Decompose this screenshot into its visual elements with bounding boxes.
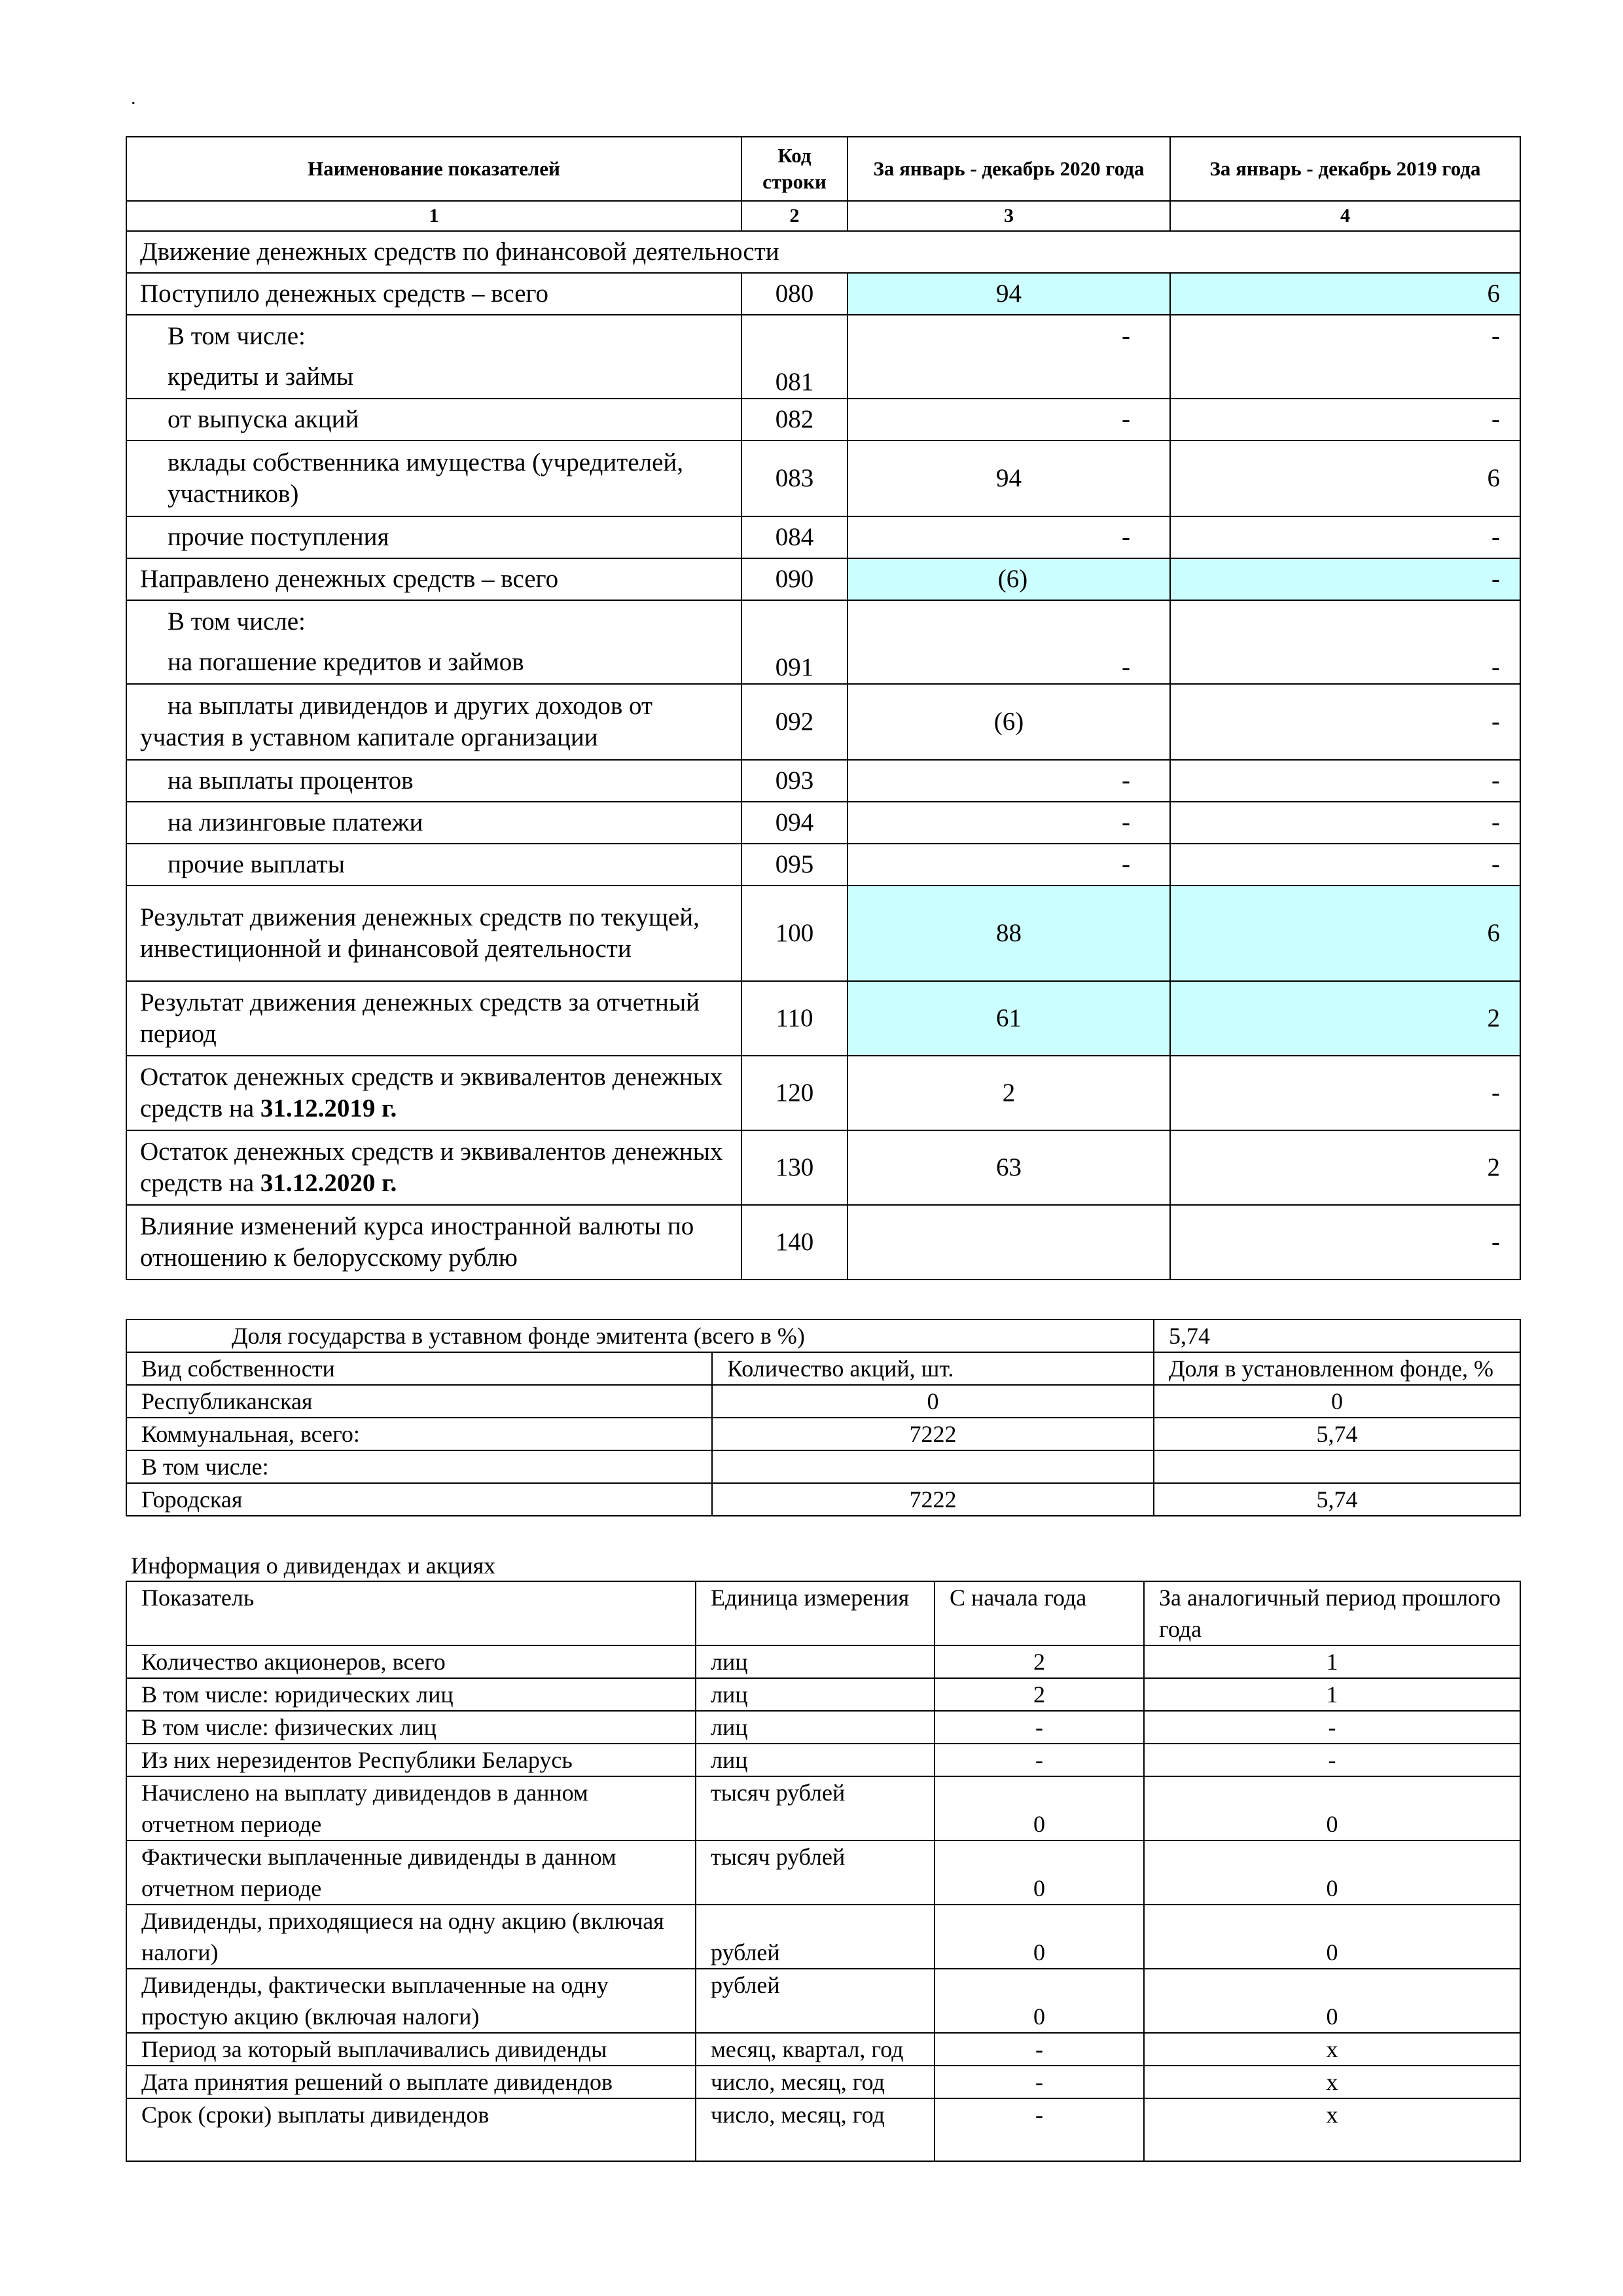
prev-value: х (1144, 2033, 1520, 2066)
ytd-value: - (935, 2033, 1144, 2066)
value-2020 (847, 1205, 1170, 1280)
value-2019: - (1170, 1056, 1520, 1130)
value-2020: - (847, 600, 1170, 684)
row-code: 090 (741, 558, 847, 600)
state-share-table (126, 1319, 1521, 1516)
value-2020: 61 (847, 981, 1170, 1056)
value-2019: - (1170, 399, 1520, 440)
prev-value: 1 (1144, 1678, 1520, 1711)
row-name: Поступило денежных средств – всего (126, 273, 741, 315)
value-2020: 63 (847, 1130, 1170, 1205)
row-name: Остаток денежных средств и эквивалентов денежных средств на 31.12.2019 г. (126, 1056, 741, 1130)
table-row (126, 1840, 1520, 1905)
row-name-line2: кредиты и займы (168, 363, 354, 391)
row-name: Результат движения денежных средств по текущей, инвестиционной и финансовой деятельности (126, 886, 741, 981)
row-name: Остаток денежных средств и эквивалентов денежных средств на 31.12.2020 г. (126, 1130, 741, 1205)
row-name: на выплаты дивидендов и других доходов от участия в уставном капитале организации (126, 684, 741, 760)
header-period-2019: За январь - декабрь 2019 года (1170, 137, 1520, 201)
unit: рублей (696, 1905, 935, 1969)
header-ytd: С начала года (935, 1581, 1144, 1645)
table-row (126, 1205, 1520, 1280)
row-code: 140 (741, 1205, 847, 1280)
row-name (126, 315, 741, 399)
header-indicator: Показатель (126, 1581, 696, 1645)
row-code: 082 (741, 399, 847, 440)
shares-count: 7222 (712, 1418, 1154, 1450)
row-code: 095 (741, 844, 847, 886)
table-header-row (126, 1581, 1520, 1645)
table-row (126, 558, 1520, 600)
page-mark: . (131, 87, 136, 109)
value-2019: - (1170, 760, 1520, 802)
ytd-value: - (935, 2098, 1144, 2161)
table-row (126, 1056, 1520, 1130)
row-code: 093 (741, 760, 847, 802)
value-2019: - (1170, 315, 1520, 399)
row-name-line1: В том числе: (168, 322, 306, 350)
row-name: Результат движения денежных средств за отчетный период (126, 981, 741, 1056)
column-number: 1 (126, 201, 741, 231)
row-name: Направлено денежных средств – всего (126, 558, 741, 600)
row-code: 094 (741, 802, 847, 844)
table-row (126, 1483, 1520, 1516)
row-code: 091 (741, 600, 847, 684)
state-share-title-row (126, 1319, 1520, 1352)
value-2019: - (1170, 802, 1520, 844)
indicator: Фактически выплаченные дивиденды в данном отчетном периоде (126, 1840, 696, 1905)
value-2019: - (1170, 558, 1520, 600)
header-period-2020: За январь - декабрь 2020 года (847, 137, 1170, 201)
row-name (126, 600, 741, 684)
ownership-type: Республиканская (126, 1385, 712, 1418)
table-row (126, 1711, 1520, 1744)
state-share-value: 5,74 (1154, 1319, 1520, 1352)
table-row (126, 399, 1520, 440)
row-name: на выплаты процентов (126, 760, 741, 802)
value-2020: - (847, 844, 1170, 886)
row-code: 084 (741, 516, 847, 558)
table-row (126, 2033, 1520, 2066)
row-code: 080 (741, 273, 847, 315)
prev-value: х (1144, 2098, 1520, 2161)
table-row (126, 600, 1520, 684)
value-2019: - (1170, 844, 1520, 886)
value-2019: - (1170, 684, 1520, 760)
prev-value: 1 (1144, 1645, 1520, 1678)
header-name: Наименование показателей (126, 137, 741, 201)
table-row (126, 844, 1520, 886)
header-shares-count: Количество акций, шт. (712, 1352, 1154, 1385)
value-2019: 6 (1170, 440, 1520, 516)
prev-value: - (1144, 1744, 1520, 1776)
balance-date: 31.12.2020 г. (260, 1169, 397, 1197)
row-name: прочие поступления (126, 516, 741, 558)
cash-flow-table (126, 136, 1521, 1280)
row-name: Влияние изменений курса иностранной валюты по отношению к белорусскому рублю (126, 1205, 741, 1280)
unit: лиц (696, 1711, 935, 1744)
unit: лиц (696, 1744, 935, 1776)
shares-count: 7222 (712, 1483, 1154, 1516)
value-2019: - (1170, 600, 1520, 684)
table-row (126, 802, 1520, 844)
section-title-row (126, 231, 1520, 273)
value-2019: - (1170, 516, 1520, 558)
indicator: Дивиденды, приходящиеся на одну акцию (включая налоги) (126, 1905, 696, 1969)
prev-value: 0 (1144, 1969, 1520, 2033)
ytd-value: 2 (935, 1645, 1144, 1678)
unit: число, месяц, год (696, 2098, 935, 2161)
table-row (126, 273, 1520, 315)
table-row (126, 760, 1520, 802)
value-2020: - (847, 802, 1170, 844)
unit: рублей (696, 1969, 935, 2033)
ytd-value: 0 (935, 1905, 1144, 1969)
prev-value: х (1144, 2066, 1520, 2098)
value-2019: 2 (1170, 1130, 1520, 1205)
table-header-row (126, 1352, 1520, 1385)
value-2020: 88 (847, 886, 1170, 981)
ytd-value: 0 (935, 1969, 1144, 2033)
share-pct: 5,74 (1154, 1483, 1520, 1516)
prev-value: 0 (1144, 1905, 1520, 1969)
unit: число, месяц, год (696, 2066, 935, 2098)
row-code: 083 (741, 440, 847, 516)
value-2019: 2 (1170, 981, 1520, 1056)
header-unit: Единица измерения (696, 1581, 935, 1645)
row-code: 081 (741, 315, 847, 399)
share-pct: 0 (1154, 1385, 1520, 1418)
table-row (126, 1776, 1520, 1840)
table-row (126, 315, 1520, 399)
column-number: 3 (847, 201, 1170, 231)
ownership-type: Городская (126, 1483, 712, 1516)
row-code: 100 (741, 886, 847, 981)
ownership-type: В том числе: (126, 1450, 712, 1483)
value-2020: - (847, 315, 1170, 399)
shares-count: 0 (712, 1385, 1154, 1418)
table-row (126, 981, 1520, 1056)
prev-value: 0 (1144, 1840, 1520, 1905)
table-row (126, 1744, 1520, 1776)
indicator: Начислено на выплату дивидендов в данном отчетном периоде (126, 1776, 696, 1840)
unit: тысяч рублей (696, 1776, 935, 1840)
table-row (126, 1905, 1520, 1969)
ytd-value: - (935, 1711, 1144, 1744)
table-row (126, 886, 1520, 981)
ownership-type: Коммунальная, всего: (126, 1418, 712, 1450)
value-2019: 6 (1170, 886, 1520, 981)
indicator: Из них нерезидентов Республики Беларусь (126, 1744, 696, 1776)
value-2020: (6) (847, 684, 1170, 760)
table-row (126, 1450, 1520, 1483)
indicator: Количество акционеров, всего (126, 1645, 696, 1678)
table-row (126, 516, 1520, 558)
table-row (126, 1678, 1520, 1711)
header-share-pct: Доля в установленном фонде, % (1154, 1352, 1520, 1385)
indicator: Период за который выплачивались дивиденды (126, 2033, 696, 2066)
row-name: прочие выплаты (126, 844, 741, 886)
dividends-caption: Информация о дивидендах и акциях (131, 1552, 496, 1579)
row-code: 120 (741, 1056, 847, 1130)
row-name: от выпуска акций (126, 399, 741, 440)
ytd-value: - (935, 1744, 1144, 1776)
shares-count (712, 1450, 1154, 1483)
indicator: Срок (сроки) выплаты дивидендов (126, 2098, 696, 2161)
value-2020: - (847, 516, 1170, 558)
value-2019: - (1170, 1205, 1520, 1280)
unit: лиц (696, 1678, 935, 1711)
ytd-value: 2 (935, 1678, 1144, 1711)
indicator: Дивиденды, фактически выплаченные на одну простую акцию (включая налоги) (126, 1969, 696, 2033)
ytd-value: 0 (935, 1776, 1144, 1840)
table-row (126, 2098, 1520, 2161)
table-header-row (126, 137, 1520, 201)
share-pct: 5,74 (1154, 1418, 1520, 1450)
value-2020: - (847, 760, 1170, 802)
row-name: вклады собственника имущества (учредителей, участников) (126, 440, 741, 516)
table-row (126, 684, 1520, 760)
column-numbers-row (126, 201, 1520, 231)
prev-value: 0 (1144, 1776, 1520, 1840)
section-title: Движение денежных средств по финансовой деятельности (126, 231, 1520, 273)
row-code: 110 (741, 981, 847, 1056)
row-name-line2: на погашение кредитов и займов (168, 648, 524, 676)
column-number: 2 (741, 201, 847, 231)
table-row (126, 1418, 1520, 1450)
row-name-line1: В том числе: (168, 607, 306, 636)
value-2019: 6 (1170, 273, 1520, 315)
value-2020: 2 (847, 1056, 1170, 1130)
value-2020: 94 (847, 440, 1170, 516)
state-share-title: Доля государства в уставном фонде эмитента (всего в %) (126, 1319, 1154, 1352)
header-prev-period: За аналогичный период прошлого года (1144, 1581, 1520, 1645)
share-pct (1154, 1450, 1520, 1483)
row-name: на лизинговые платежи (126, 802, 741, 844)
column-number: 4 (1170, 201, 1520, 231)
table-row (126, 1969, 1520, 2033)
value-2020: (6) (847, 558, 1170, 600)
value-2020: 94 (847, 273, 1170, 315)
ytd-value: 0 (935, 1840, 1144, 1905)
dividends-table (126, 1581, 1521, 2162)
indicator: Дата принятия решений о выплате дивидендов (126, 2066, 696, 2098)
unit: лиц (696, 1645, 935, 1678)
indicator: В том числе: физических лиц (126, 1711, 696, 1744)
table-row (126, 440, 1520, 516)
unit: тысяч рублей (696, 1840, 935, 1905)
unit: месяц, квартал, год (696, 2033, 935, 2066)
row-code: 130 (741, 1130, 847, 1205)
table-row (126, 1130, 1520, 1205)
row-code: 092 (741, 684, 847, 760)
header-code: Код строки (741, 137, 847, 201)
indicator: В том числе: юридических лиц (126, 1678, 696, 1711)
table-row (126, 1385, 1520, 1418)
value-2020: - (847, 399, 1170, 440)
header-ownership-type: Вид собственности (126, 1352, 712, 1385)
table-row (126, 1645, 1520, 1678)
balance-date: 31.12.2019 г. (260, 1094, 397, 1122)
ytd-value: - (935, 2066, 1144, 2098)
prev-value: - (1144, 1711, 1520, 1744)
table-row (126, 2066, 1520, 2098)
